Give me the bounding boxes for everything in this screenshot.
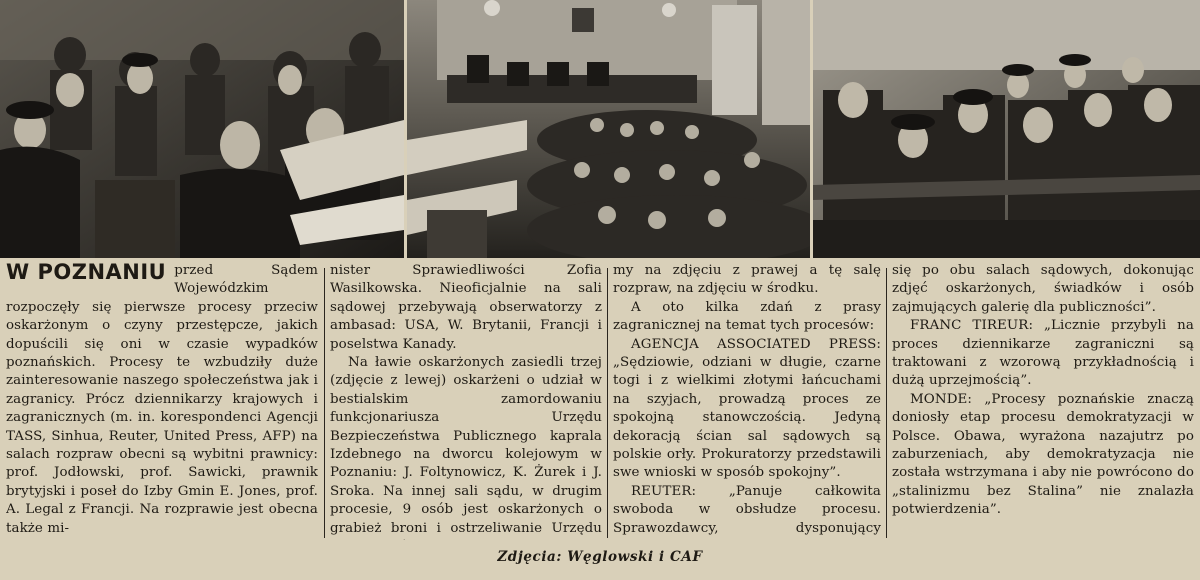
paragraph: A oto kilka zdań z prasy zagranicznej na temat tych procesów: xyxy=(613,299,881,334)
paragraph: nister Sprawiedliwości Zofia Wasilkowska. Nieoficjalnie na sali sądowej przebywają obserwatorzy z ambasad: USA, W. Brytanii, Francji i poselstwa Kanady. xyxy=(330,263,602,352)
article-column-4 xyxy=(892,262,1194,540)
photo-left-image xyxy=(0,0,404,258)
article-kicker: W POZNANIU xyxy=(6,262,167,284)
paragraph: przed Sądem Wojewódzkim rozpoczęły się pierwsze procesy przeciw oskarżonym o czyny przestępcze, jakich dopuścili się oni w czasie wypadków poznańskich. Procesy te wzbudziły duże zainteresowanie naszego społeczeństwa jak i zagranicy. Prócz dziennikarzy krajowych i zagranicznych (m. in. korespondenci Agencji TASS, Sinhua, Reuter, United Press, AFP) na salach rozpraw obecni są wybitni prawnicy: prof. Jodłowski, prof. Sawicki, prawnik brytyjski i poseł do Izby Gmin E. Jones, prof. A. Legal z Francji. Na rozprawie jest obecna także mi- xyxy=(6,263,318,536)
paragraph: Na ławie oskarżonych zasiedli trzej (zdjęcie z lewej) oskarżeni o udział w bestialskim zamordowaniu funkcjonariusza Urzędu Bezpieczeństwa Publicznego kaprala Izdebnego na dworcu kolejowym w Poznaniu: J. Foltynowicz, K. Żurek i J. Sroka. Na innej sali sądu, w drugim procesie, 9 osób jest oskarżonych o grabież broni i ostrzeliwanie Urzędu xyxy=(330,355,602,536)
paragraph: my na zdjęciu z prawej a tę salę rozpraw, na zdjęciu w środku. xyxy=(613,263,881,297)
photo-right-image xyxy=(813,0,1200,258)
paragraph: REUTER: „Panuje całkowita swoboda w obsłudze procesu. Sprawozdawcy, dysponujący xyxy=(613,483,881,536)
article-column-3 xyxy=(613,262,881,540)
paragraph: AGENCJA ASSOCIATED PRESS: „Sędziowie, odziani w długie, czarne togi i z wielkimi złotymi łańcuchami na szyjach, prowadzą proces ze spokojną stanowczością. Jedyną dekoracją ścian sal sądowych są polskie orły. Prokuratorzy przedstawili swe wnioski w sposób spokojny”. xyxy=(613,336,881,481)
photo-right xyxy=(813,0,1200,258)
photo-center xyxy=(407,0,810,258)
photo-left xyxy=(0,0,404,258)
paragraph: MONDE: „Procesy poznańskie znaczą doniosły etap procesu demokratyzacji w Polsce. Obawa, wyrażona nazajutrz po zaburzeniach, aby demokratyzacja nie została wstrzymana i aby nie powrócono do „stalinizmu bez Stalina” nie znalazła potwierdzenia”. xyxy=(892,391,1194,518)
article-column-1 xyxy=(6,262,318,540)
article-body xyxy=(0,262,1200,542)
photo-credit: Zdjęcia: Węglowski i CAF xyxy=(497,549,703,565)
paragraph: się po obu salach sądowych, dokonując zdjęć oskarżonych, świadków i osób zajmujących galerię dla publiczności”. xyxy=(892,263,1194,315)
photo-center-image xyxy=(407,0,810,258)
photo-strip xyxy=(0,0,1200,258)
article-column-2 xyxy=(330,262,602,540)
paragraph: FRANC TIREUR: „Licznie przybyli na proces dziennikarze zagraniczni są traktowani z wzorową przykładnością i dużą uprzejmością”. xyxy=(892,318,1194,389)
